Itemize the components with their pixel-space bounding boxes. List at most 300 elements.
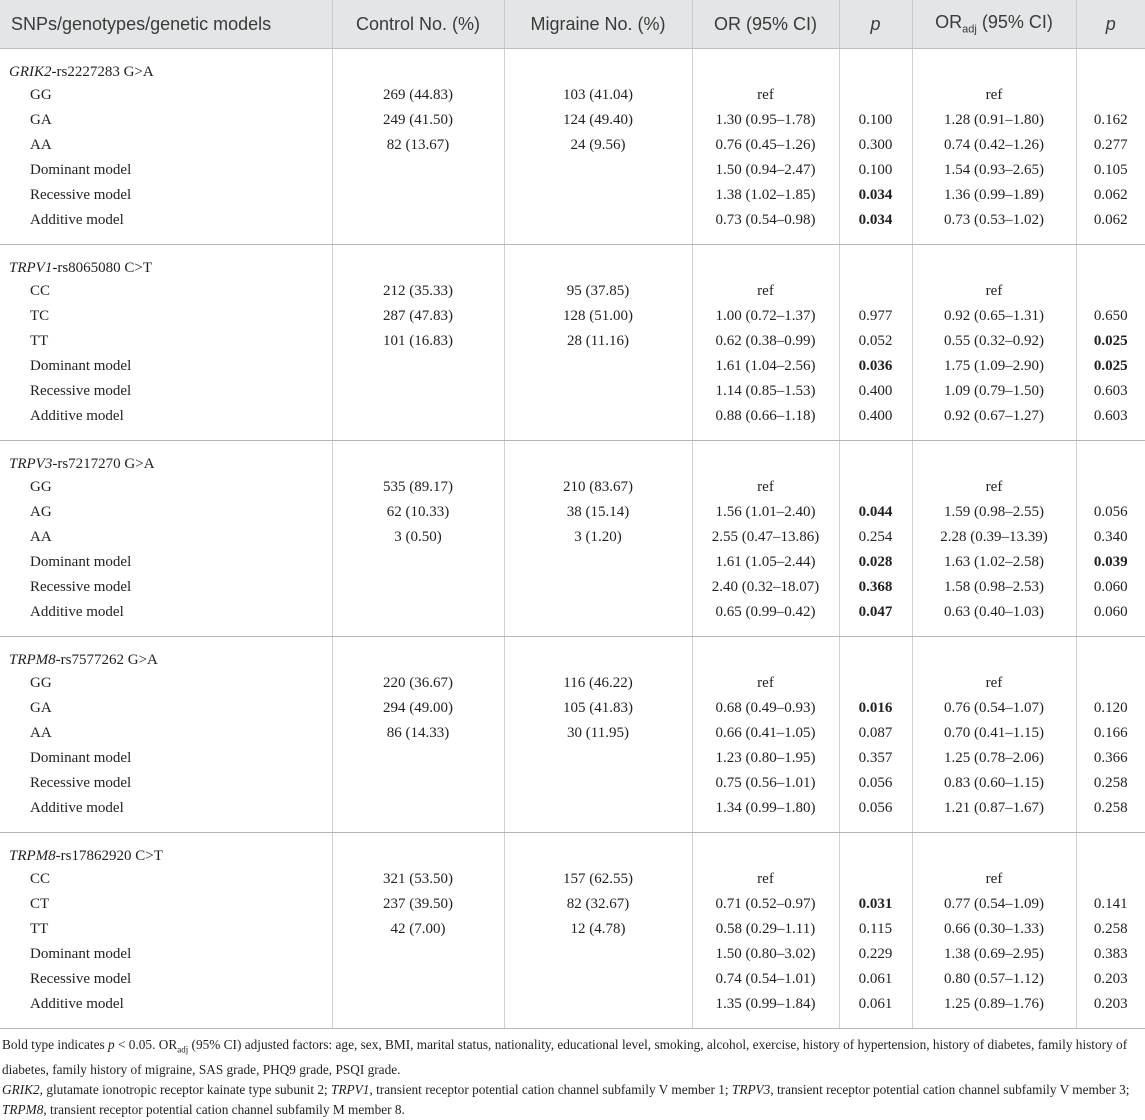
oradj-cell: ref <box>912 867 1076 892</box>
empty-cell <box>1076 441 1145 476</box>
control-cell <box>332 575 504 600</box>
p-cell: 0.229 <box>839 942 912 967</box>
control-cell: 287 (47.83) <box>332 304 504 329</box>
table-row <box>0 942 1145 967</box>
or-cell: 1.56 (1.01–2.40) <box>692 500 839 525</box>
table-row <box>0 379 1145 404</box>
footnote-line-1 <box>2 1035 1135 1080</box>
or-cell: 0.68 (0.49–0.93) <box>692 696 839 721</box>
migraine-cell <box>504 208 692 245</box>
table-row <box>0 183 1145 208</box>
padj-cell: 0.603 <box>1076 404 1145 441</box>
or-cell: 1.30 (0.95–1.78) <box>692 108 839 133</box>
row-label: GA <box>30 112 52 128</box>
empty-cell <box>692 245 839 280</box>
control-cell: 62 (10.33) <box>332 500 504 525</box>
table-row <box>0 108 1145 133</box>
or-cell: ref <box>692 279 839 304</box>
migraine-cell: 30 (11.95) <box>504 721 692 746</box>
padj-cell: 0.105 <box>1076 158 1145 183</box>
table-footnote <box>0 1029 1145 1120</box>
or-cell: ref <box>692 671 839 696</box>
p-cell: 0.357 <box>839 746 912 771</box>
snp-label <box>0 245 332 280</box>
or-cell: 1.14 (0.85–1.53) <box>692 379 839 404</box>
padj-cell <box>1076 354 1145 379</box>
padj-cell: 0.258 <box>1076 917 1145 942</box>
gene-name: TRPM8 <box>9 651 56 668</box>
control-cell: 212 (35.33) <box>332 279 504 304</box>
control-cell <box>332 992 504 1029</box>
p-cell <box>839 867 912 892</box>
row-label: Dominant model <box>30 946 132 962</box>
migraine-cell <box>504 796 692 833</box>
snp-group-header <box>0 49 1145 84</box>
table-body <box>0 49 1145 1029</box>
p-cell: 0.977 <box>839 304 912 329</box>
row-label: AG <box>30 504 52 520</box>
oradj-cell: 0.63 (0.40–1.03) <box>912 600 1076 637</box>
row-label: Recessive model <box>30 579 132 595</box>
p-cell <box>839 279 912 304</box>
or-cell: ref <box>692 475 839 500</box>
header-snps: SNPs/genotypes/genetic models <box>0 0 332 49</box>
row-label: TT <box>30 921 49 937</box>
snp-id: -rs7577262 G>A <box>55 651 158 668</box>
or-cell: 0.62 (0.38–0.99) <box>692 329 839 354</box>
p-cell <box>839 475 912 500</box>
or-cell: 1.50 (0.94–2.47) <box>692 158 839 183</box>
oradj-cell: 0.55 (0.32–0.92) <box>912 329 1076 354</box>
oradj-cell: 0.83 (0.60–1.15) <box>912 771 1076 796</box>
footnote-text: adj <box>177 1044 189 1055</box>
control-cell: 220 (36.67) <box>332 671 504 696</box>
padj-cell: 0.060 <box>1076 575 1145 600</box>
control-cell <box>332 354 504 379</box>
control-cell: 42 (7.00) <box>332 917 504 942</box>
row-label: AA <box>30 725 52 741</box>
oradj-cell: 1.25 (0.78–2.06) <box>912 746 1076 771</box>
oradj-cell: 1.54 (0.93–2.65) <box>912 158 1076 183</box>
migraine-cell <box>504 575 692 600</box>
oradj-cell: 0.66 (0.30–1.33) <box>912 917 1076 942</box>
or-cell: 1.34 (0.99–1.80) <box>692 796 839 833</box>
table-row <box>0 967 1145 992</box>
snp-id: -rs2227283 G>A <box>51 63 154 80</box>
header-padj-label: p <box>1105 13 1116 34</box>
snp-id: -rs8065080 C>T <box>52 259 153 276</box>
header-oradj-rest: (95% CI) <box>976 12 1053 33</box>
row-label: CT <box>30 896 50 912</box>
oradj-cell: 2.28 (0.39–13.39) <box>912 525 1076 550</box>
padj-cell: 0.258 <box>1076 771 1145 796</box>
padj-cell: 0.258 <box>1076 796 1145 833</box>
empty-cell <box>1076 245 1145 280</box>
migraine-cell: 28 (11.16) <box>504 329 692 354</box>
padj-cell: 0.277 <box>1076 133 1145 158</box>
row-label: Recessive model <box>30 971 132 987</box>
p-cell: 0.300 <box>839 133 912 158</box>
control-cell: 237 (39.50) <box>332 892 504 917</box>
empty-cell <box>332 49 504 84</box>
row-label: GA <box>30 700 52 716</box>
padj-cell-bold: 0.039 <box>1093 554 1128 570</box>
footnote-line-2 <box>2 1080 1135 1120</box>
control-cell <box>332 404 504 441</box>
footnote-text: , transient receptor potential cation channel subfamily V member 1; <box>369 1081 732 1097</box>
padj-cell <box>1076 671 1145 696</box>
p-cell-bold: 0.034 <box>858 187 893 203</box>
table-row <box>0 917 1145 942</box>
empty-cell <box>839 637 912 672</box>
p-cell: 0.400 <box>839 379 912 404</box>
oradj-cell: 1.21 (0.87–1.67) <box>912 796 1076 833</box>
oradj-cell: 1.28 (0.91–1.80) <box>912 108 1076 133</box>
padj-cell-bold: 0.025 <box>1093 358 1128 374</box>
empty-cell <box>504 49 692 84</box>
oradj-cell: 0.77 (0.54–1.09) <box>912 892 1076 917</box>
header-control: Control No. (%) <box>332 0 504 49</box>
footnote-gene: TRPV3 <box>731 1081 771 1097</box>
or-cell: 1.38 (1.02–1.85) <box>692 183 839 208</box>
snp-id: -rs7217270 G>A <box>52 455 155 472</box>
p-cell: 0.056 <box>839 771 912 796</box>
control-cell: 82 (13.67) <box>332 133 504 158</box>
p-cell: 0.087 <box>839 721 912 746</box>
p-cell: 0.052 <box>839 329 912 354</box>
empty-cell <box>1076 49 1145 84</box>
table-row <box>0 475 1145 500</box>
control-cell: 294 (49.00) <box>332 696 504 721</box>
migraine-cell: 24 (9.56) <box>504 133 692 158</box>
oradj-cell: 1.38 (0.69–2.95) <box>912 942 1076 967</box>
table-row <box>0 329 1145 354</box>
oradj-cell: ref <box>912 475 1076 500</box>
empty-cell <box>839 441 912 476</box>
oradj-cell: 1.59 (0.98–2.55) <box>912 500 1076 525</box>
empty-cell <box>692 637 839 672</box>
table-row <box>0 404 1145 441</box>
row-label: Dominant model <box>30 162 132 178</box>
control-cell <box>332 550 504 575</box>
header-row <box>0 0 1145 49</box>
empty-cell <box>332 441 504 476</box>
padj-cell: 0.141 <box>1076 892 1145 917</box>
migraine-cell: 157 (62.55) <box>504 867 692 892</box>
empty-cell <box>912 833 1076 868</box>
padj-cell: 0.203 <box>1076 992 1145 1029</box>
migraine-cell <box>504 942 692 967</box>
p-cell: 0.100 <box>839 158 912 183</box>
oradj-cell: 0.70 (0.41–1.15) <box>912 721 1076 746</box>
empty-cell <box>839 49 912 84</box>
oradj-cell: 0.80 (0.57–1.12) <box>912 967 1076 992</box>
oradj-cell: 0.92 (0.67–1.27) <box>912 404 1076 441</box>
or-cell: 1.61 (1.05–2.44) <box>692 550 839 575</box>
migraine-cell <box>504 379 692 404</box>
or-cell: 0.88 (0.66–1.18) <box>692 404 839 441</box>
table-row <box>0 133 1145 158</box>
migraine-cell: 124 (49.40) <box>504 108 692 133</box>
or-cell: 0.73 (0.54–0.98) <box>692 208 839 245</box>
p-cell-bold: 0.016 <box>858 700 893 716</box>
migraine-cell <box>504 992 692 1029</box>
table-row <box>0 696 1145 721</box>
padj-cell <box>1076 475 1145 500</box>
oradj-cell: 0.76 (0.54–1.07) <box>912 696 1076 721</box>
gene-name: TRPV3 <box>9 455 53 472</box>
p-cell-bold: 0.034 <box>858 212 893 228</box>
row-label: AA <box>30 529 52 545</box>
p-cell <box>839 600 912 637</box>
row-label: TT <box>30 333 49 349</box>
migraine-cell: 3 (1.20) <box>504 525 692 550</box>
or-cell: 0.66 (0.41–1.05) <box>692 721 839 746</box>
migraine-cell: 12 (4.78) <box>504 917 692 942</box>
migraine-cell <box>504 158 692 183</box>
table-row <box>0 867 1145 892</box>
table-row <box>0 892 1145 917</box>
oradj-cell: 0.92 (0.65–1.31) <box>912 304 1076 329</box>
or-cell: 0.74 (0.54–1.01) <box>692 967 839 992</box>
migraine-cell: 128 (51.00) <box>504 304 692 329</box>
padj-cell: 0.060 <box>1076 600 1145 637</box>
p-cell <box>839 83 912 108</box>
snp-label <box>0 49 332 84</box>
padj-cell <box>1076 867 1145 892</box>
header-oradj-sub: adj <box>962 23 977 36</box>
empty-cell <box>332 245 504 280</box>
empty-cell <box>1076 637 1145 672</box>
or-cell: 1.23 (0.80–1.95) <box>692 746 839 771</box>
p-cell: 0.400 <box>839 404 912 441</box>
p-cell <box>839 208 912 245</box>
footnote-text: , transient receptor potential cation channel subfamily M member 8. <box>43 1101 405 1117</box>
p-cell-bold: 0.368 <box>858 579 893 595</box>
padj-cell: 0.340 <box>1076 525 1145 550</box>
p-cell-bold: 0.031 <box>858 896 893 912</box>
p-cell-bold: 0.028 <box>858 554 893 570</box>
table-row <box>0 575 1145 600</box>
row-label: Recessive model <box>30 775 132 791</box>
empty-cell <box>504 637 692 672</box>
empty-cell <box>839 833 912 868</box>
padj-cell: 0.062 <box>1076 208 1145 245</box>
migraine-cell <box>504 550 692 575</box>
header-padj <box>1076 0 1145 49</box>
or-cell: 2.55 (0.47–13.86) <box>692 525 839 550</box>
control-cell: 3 (0.50) <box>332 525 504 550</box>
p-cell: 0.056 <box>839 796 912 833</box>
footnote-text: (95% CI) adjusted factors: age, sex, BMI, marital status, nationality, educational level, smoking, alcohol, exercise, history of hypertension, history of diabetes, family history of diabetes, family history of migraine, SAS grade, PHQ9 grade, PSQI grade. <box>2 1037 1128 1077</box>
migraine-cell: 105 (41.83) <box>504 696 692 721</box>
p-cell <box>839 696 912 721</box>
migraine-cell <box>504 404 692 441</box>
snp-group-header <box>0 245 1145 280</box>
oradj-cell: 1.09 (0.79–1.50) <box>912 379 1076 404</box>
table-row <box>0 158 1145 183</box>
table-row <box>0 771 1145 796</box>
empty-cell <box>332 833 504 868</box>
p-cell-bold: 0.036 <box>858 358 893 374</box>
oradj-cell: 0.74 (0.42–1.26) <box>912 133 1076 158</box>
empty-cell <box>1076 833 1145 868</box>
padj-cell: 0.603 <box>1076 379 1145 404</box>
p-cell-bold: 0.044 <box>858 504 893 520</box>
migraine-cell: 38 (15.14) <box>504 500 692 525</box>
p-cell <box>839 575 912 600</box>
padj-cell <box>1076 83 1145 108</box>
control-cell: 269 (44.83) <box>332 83 504 108</box>
migraine-cell <box>504 354 692 379</box>
footnote-text: < 0.05. OR <box>114 1037 178 1052</box>
snp-label <box>0 441 332 476</box>
or-cell: 0.71 (0.52–0.97) <box>692 892 839 917</box>
or-cell: 1.50 (0.80–3.02) <box>692 942 839 967</box>
gene-name: TRPV1 <box>9 259 53 276</box>
oradj-cell: ref <box>912 671 1076 696</box>
migraine-cell: 82 (32.67) <box>504 892 692 917</box>
control-cell <box>332 158 504 183</box>
table-row <box>0 304 1145 329</box>
empty-cell <box>912 49 1076 84</box>
table-row <box>0 208 1145 245</box>
empty-cell <box>912 637 1076 672</box>
or-cell: 1.61 (1.04–2.56) <box>692 354 839 379</box>
empty-cell <box>912 441 1076 476</box>
row-label: Additive model <box>0 208 332 245</box>
snp-label <box>0 833 332 868</box>
footnote-text: Bold type indicates <box>2 1037 108 1052</box>
row-label: Additive model <box>0 796 332 833</box>
control-cell <box>332 208 504 245</box>
row-label: Dominant model <box>30 358 132 374</box>
footnote-text: , transient receptor potential cation channel subfamily V member 3; <box>770 1081 1130 1097</box>
p-cell <box>839 354 912 379</box>
p-cell: 0.115 <box>839 917 912 942</box>
padj-cell-bold: 0.025 <box>1093 333 1128 349</box>
snp-group-header <box>0 833 1145 868</box>
row-label: Additive model <box>0 600 332 637</box>
or-cell: 0.65 (0.99–0.42) <box>692 600 839 637</box>
or-cell: 0.76 (0.45–1.26) <box>692 133 839 158</box>
row-label: TC <box>30 308 50 324</box>
migraine-cell: 116 (46.22) <box>504 671 692 696</box>
control-cell <box>332 379 504 404</box>
padj-cell <box>1076 550 1145 575</box>
migraine-cell: 95 (37.85) <box>504 279 692 304</box>
row-label: Recessive model <box>30 187 132 203</box>
table-row <box>0 279 1145 304</box>
row-label: GG <box>30 87 52 103</box>
or-cell: 0.58 (0.29–1.11) <box>692 917 839 942</box>
empty-cell <box>504 441 692 476</box>
header-p-label: p <box>870 13 881 34</box>
empty-cell <box>504 245 692 280</box>
migraine-cell <box>504 183 692 208</box>
snp-id: -rs17862920 C>T <box>55 847 163 864</box>
control-cell <box>332 796 504 833</box>
padj-cell: 0.056 <box>1076 500 1145 525</box>
table-row <box>0 992 1145 1029</box>
control-cell <box>332 771 504 796</box>
control-cell <box>332 600 504 637</box>
control-cell: 86 (14.33) <box>332 721 504 746</box>
or-cell: ref <box>692 867 839 892</box>
p-cell <box>839 183 912 208</box>
empty-cell <box>692 49 839 84</box>
table-row <box>0 600 1145 637</box>
oradj-cell: 1.75 (1.09–2.90) <box>912 354 1076 379</box>
footnote-text: p <box>108 1037 115 1052</box>
padj-cell: 0.166 <box>1076 721 1145 746</box>
row-label: GG <box>30 479 52 495</box>
row-label: CC <box>30 871 51 887</box>
or-cell: 1.00 (0.72–1.37) <box>692 304 839 329</box>
row-label: Additive model <box>0 404 332 441</box>
snp-label <box>0 637 332 672</box>
header-oradj <box>912 0 1076 49</box>
row-label: Dominant model <box>30 554 132 570</box>
snp-group-header <box>0 637 1145 672</box>
oradj-cell: 1.25 (0.89–1.76) <box>912 992 1076 1029</box>
p-cell: 0.061 <box>839 967 912 992</box>
oradj-cell: ref <box>912 279 1076 304</box>
row-label: AA <box>30 137 52 153</box>
gene-name: TRPM8 <box>9 847 56 864</box>
p-cell: 0.100 <box>839 108 912 133</box>
header-p <box>839 0 912 49</box>
oradj-cell: 1.58 (0.98–2.53) <box>912 575 1076 600</box>
control-cell <box>332 967 504 992</box>
row-label: Recessive model <box>30 383 132 399</box>
control-cell <box>332 183 504 208</box>
control-cell: 249 (41.50) <box>332 108 504 133</box>
migraine-cell: 210 (83.67) <box>504 475 692 500</box>
control-cell <box>332 746 504 771</box>
padj-cell: 0.203 <box>1076 967 1145 992</box>
empty-cell <box>504 833 692 868</box>
oradj-cell: 0.73 (0.53–1.02) <box>912 208 1076 245</box>
empty-cell <box>332 637 504 672</box>
oradj-cell: ref <box>912 83 1076 108</box>
table-row <box>0 83 1145 108</box>
p-cell <box>839 550 912 575</box>
or-cell: 0.75 (0.56–1.01) <box>692 771 839 796</box>
snp-group-header <box>0 441 1145 476</box>
empty-cell <box>692 441 839 476</box>
padj-cell: 0.162 <box>1076 108 1145 133</box>
migraine-cell <box>504 746 692 771</box>
migraine-cell <box>504 600 692 637</box>
empty-cell <box>839 245 912 280</box>
header-or: OR (95% CI) <box>692 0 839 49</box>
padj-cell: 0.383 <box>1076 942 1145 967</box>
empty-cell <box>912 245 1076 280</box>
table-row <box>0 746 1145 771</box>
p-cell: 0.061 <box>839 992 912 1029</box>
table-row <box>0 721 1145 746</box>
oradj-cell: 1.36 (0.99–1.89) <box>912 183 1076 208</box>
control-cell <box>332 942 504 967</box>
p-cell <box>839 892 912 917</box>
padj-cell: 0.120 <box>1076 696 1145 721</box>
padj-cell: 0.366 <box>1076 746 1145 771</box>
table-row <box>0 550 1145 575</box>
control-cell: 101 (16.83) <box>332 329 504 354</box>
or-cell: ref <box>692 83 839 108</box>
row-label: Additive model <box>0 992 332 1029</box>
